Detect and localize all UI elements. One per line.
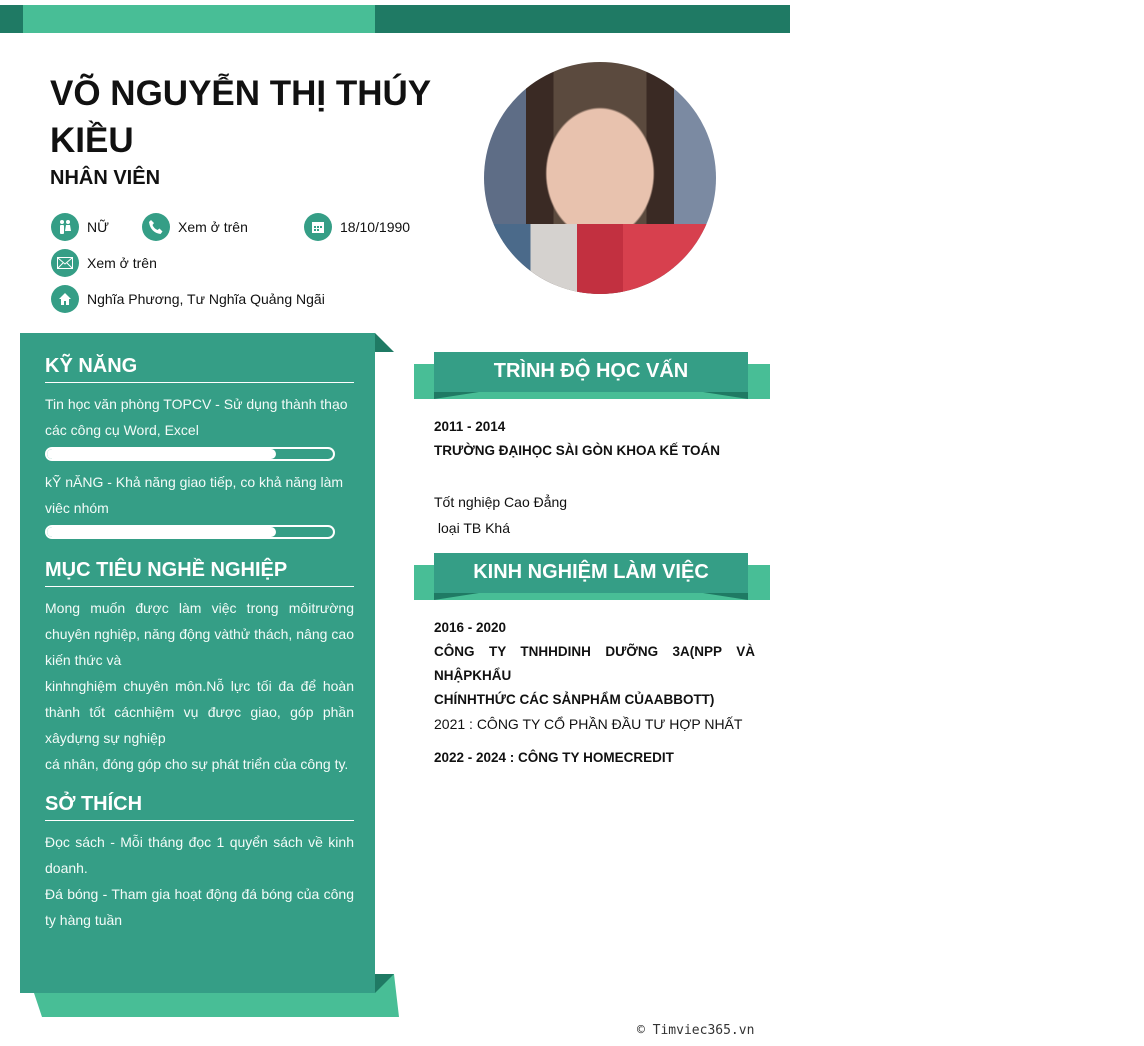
- objective-text: cá nhân, đóng góp cho sự phát triển của công ty.: [45, 756, 349, 772]
- candidate-role: NHÂN VIÊN: [50, 167, 161, 189]
- education-period: 2011 - 2014: [434, 419, 506, 434]
- experience-company: CÔNG TY TNHHDINH DƯỠNG 3A(NPP VÀ NHẬPKHẨU: [434, 644, 755, 683]
- experience-section: [434, 616, 755, 770]
- skills-heading: KỸ NĂNG: [45, 355, 354, 383]
- profile-photo: [484, 62, 716, 294]
- objective-text: kinhnghiệm chuyên môn.Nỗ lực tối đa để hoàn thành tốt cácnhiệm vụ được giao, góp phần xâydựng sự nghiệp: [45, 678, 354, 746]
- birthday-value: 18/10/1990: [340, 219, 411, 235]
- experience-ribbon: [414, 553, 770, 600]
- education-school: TRƯỜNG ĐẠIHỌC SÀI GÒN KHOA KẾ TOÁN: [434, 443, 720, 458]
- email-info: [51, 249, 157, 277]
- mail-icon: [51, 249, 79, 277]
- skill-label: kỸ nĂNG - Khả năng giao tiếp, co khả năng làm viêc nhóm: [45, 474, 344, 516]
- skill-label: Tin học văn phòng TOPCV - Sử dụng thành thạo các công cụ Word, Excel: [45, 396, 348, 438]
- gender-value: NỮ: [87, 219, 110, 235]
- skill-progress-bar: [45, 447, 335, 461]
- experience-heading: KINH NGHIỆM LÀM VIỆC: [434, 553, 748, 593]
- objective-heading: MỤC TIÊU NGHỀ NGHIỆP: [45, 559, 354, 587]
- gender-icon: [51, 213, 79, 241]
- education-section: [434, 415, 755, 541]
- education-ribbon: [414, 352, 770, 399]
- footer-copyright: © Timviec365.vn: [637, 1023, 755, 1038]
- address-value: Nghĩa Phương, Tư Nghĩa Quảng Ngãi: [87, 291, 325, 307]
- hobby-text: Đá bóng - Tham gia hoạt động đá bóng của công ty hàng tuần: [45, 886, 354, 928]
- experience-period: 2016 - 2020: [434, 620, 507, 635]
- objective-text: Mong muốn được làm việc trong môitrường chuyên nghiệp, năng động vàthử thách, nâng cao kiến thức và: [45, 600, 354, 668]
- phone-icon: [142, 213, 170, 241]
- sidebar: [20, 333, 375, 993]
- phone-value: Xem ở trên: [178, 219, 248, 235]
- experience-company-cont: CHÍNHTHỨC CÁC SẢNPHẨM CỦAABBOTT): [434, 692, 715, 707]
- email-value: Xem ở trên: [87, 255, 157, 271]
- hobbies-heading: SỞ THÍCH: [45, 793, 354, 821]
- gender-info: [51, 213, 109, 241]
- education-grade: loại TB Khá: [434, 520, 511, 536]
- education-degree: Tốt nghiệp Cao Đẳng: [434, 494, 568, 510]
- home-icon: [51, 285, 79, 313]
- education-heading: TRÌNH ĐỘ HỌC VẤN: [434, 352, 748, 392]
- candidate-name: VÕ NGUYỄN THỊ THÚY KIỀU: [50, 74, 431, 160]
- experience-entry: 2022 - 2024 : CÔNG TY HOMECREDIT: [434, 750, 674, 765]
- experience-entry: 2021 : CÔNG TY CỔ PHẦN ĐẦU TƯ HỢP NHẤT: [434, 716, 743, 732]
- top-bar-accent: [23, 5, 375, 33]
- hobby-text: Đọc sách - Mỗi tháng đọc 1 quyển sách về kinh doanh.: [45, 834, 354, 876]
- skill-progress-bar: [45, 525, 335, 539]
- calendar-icon: [304, 213, 332, 241]
- address-info: [51, 285, 325, 313]
- phone-info: [142, 213, 248, 241]
- birthday-info: [304, 213, 410, 241]
